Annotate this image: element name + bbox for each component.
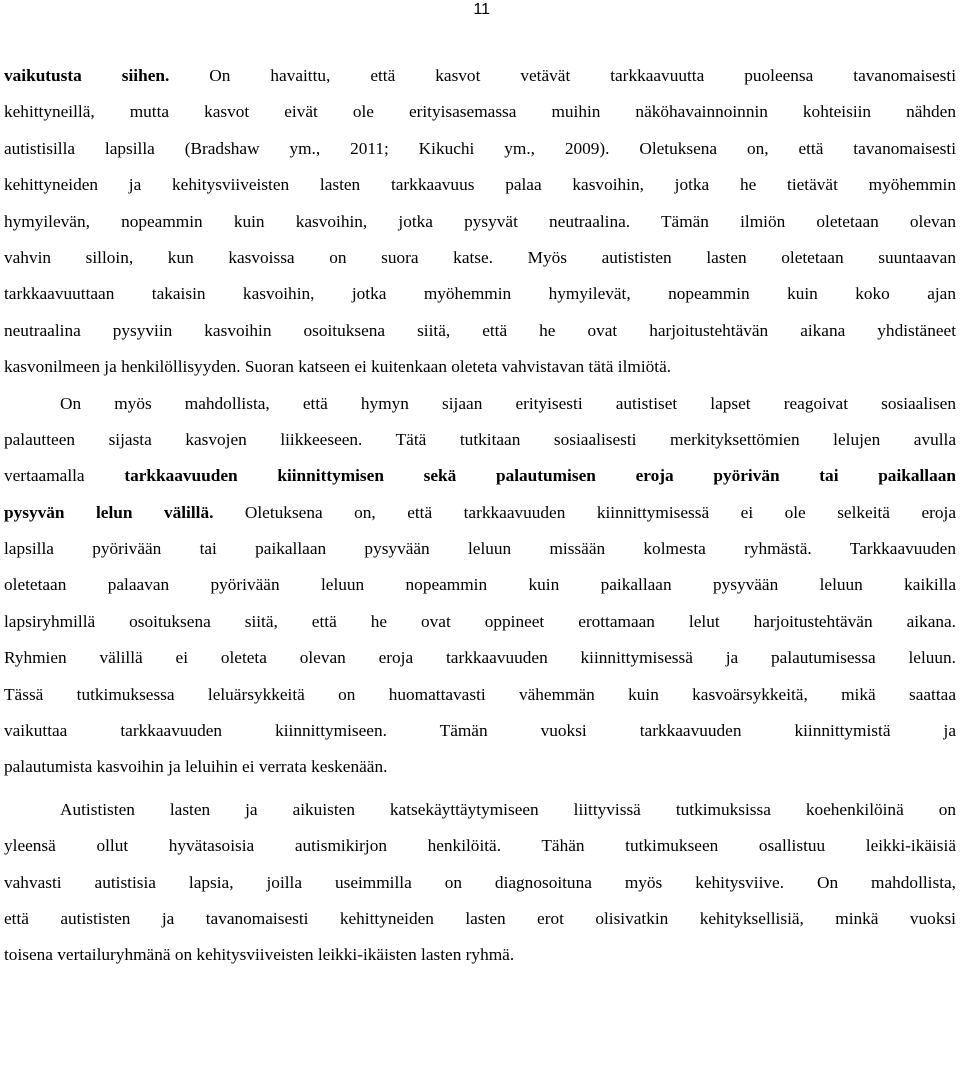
text-line — [4, 792, 956, 828]
paragraph — [4, 58, 956, 386]
text-segment: palautteen sijasta kasvojen liikkeeseen. Tätä tutkitaan sosiaalisesti merkityksettömien lelujen avulla — [4, 429, 956, 449]
text-segment: yleensä ollut hyvätasoisia autismikirjon henkilöitä. Tähän tutkimukseen osallistuu leikki-ikäisiä — [4, 836, 956, 856]
text-line — [4, 386, 956, 422]
text-line — [4, 313, 956, 349]
text-segment: hymyilevän, nopeammin kuin kasvoihin, jotka pysyvät neutraalina. Tämän ilmiön oletetaan olevan — [4, 211, 956, 231]
text-segment: neutraalina pysyviin kasvoihin osoituksena siitä, että he ovat harjoitustehtävän aikana yhdistäneet — [4, 320, 956, 340]
text-line — [4, 640, 956, 676]
text-segment: vaikuttaa tarkkaavuuden kiinnittymiseen. Tämän vuoksi tarkkaavuuden kiinnittymistä ja — [4, 721, 956, 741]
text-line — [4, 677, 956, 713]
text-segment: Ryhmien välillä ei oleteta olevan eroja tarkkaavuuden kiinnittymisessä ja palautumisessa leluun. — [4, 648, 956, 668]
text-line — [4, 94, 956, 130]
text-segment: vahvasti autistisia lapsia, joilla useimmilla on diagnosoituna myös kehitysviive. On mahdollista, — [4, 872, 956, 892]
text-segment: toisena vertailuryhmänä on kehitysviiveisten leikki-ikäisten lasten ryhmä. — [4, 945, 515, 965]
text-line — [4, 937, 956, 973]
paragraph — [4, 386, 956, 786]
text-segment: kehittyneiden ja kehitysviiveisten lasten tarkkaavuus palaa kasvoihin, jotka he tietävät myöhemmin — [4, 175, 956, 195]
text-segment: kehittyneillä, mutta kasvot eivät ole erityisasemassa muihin näköhavainnoinnin kohteisiin nähden — [4, 102, 956, 122]
text-line — [4, 204, 956, 240]
text-line — [4, 901, 956, 937]
text-line — [4, 131, 956, 167]
document-body — [4, 58, 956, 974]
text-segment: On havaittu, että kasvot vetävät tarkkaavuutta puoleensa tavanomaisesti — [169, 66, 956, 85]
text-line — [4, 865, 956, 901]
text-line — [4, 749, 956, 785]
text-line — [4, 240, 956, 276]
text-segment: vahvin silloin, kun kasvoissa on suora katse. Myös autististen lasten oletetaan suuntaavan — [4, 247, 956, 267]
text-segment: Autististen lasten ja aikuisten katsekäyttäytymiseen liittyvissä tutkimuksissa koehenkilöinä on — [60, 799, 956, 819]
text-line — [4, 349, 956, 385]
text-segment: vertaamalla — [4, 466, 125, 486]
text-line — [4, 713, 956, 749]
text-line — [4, 828, 956, 864]
text-segment: tarkkaavuuttaan takaisin kasvoihin, jotka myöhemmin hymyilevät, nopeammin kuin koko ajan — [4, 284, 956, 304]
bold-text: tarkkaavuuden kiinnittymisen sekä palautumisen eroja pyörivän tai paikallaan — [124, 466, 956, 486]
text-line — [4, 422, 956, 458]
text-segment: että autististen ja tavanomaisesti kehittyneiden lasten erot olisivatkin kehityksellisiä, minkä vuoksi — [4, 908, 956, 928]
text-segment: oletetaan palaavan pyörivään leluun nopeammin kuin paikallaan pysyvään leluun kaikilla — [4, 575, 956, 595]
text-line — [4, 458, 956, 494]
page-number: 11 — [473, 1, 490, 18]
text-segment: Oletuksena on, että tarkkaavuuden kiinnittymisessä ei ole selkeitä eroja — [213, 502, 956, 522]
text-segment: lapsilla pyörivään tai paikallaan pysyvään leluun missään kolmesta ryhmästä. Tarkkaavuuden — [4, 539, 956, 559]
text-segment: On myös mahdollista, että hymyn sijaan erityisesti autistiset lapset reagoivat sosiaalisen — [60, 393, 956, 413]
text-segment: Tässä tutkimuksessa leluärsykkeitä on huomattavasti vähemmän kuin kasvoärsykkeitä, mikä saattaa — [4, 684, 956, 704]
text-line — [4, 167, 956, 203]
text-line — [4, 567, 956, 603]
text-line — [4, 531, 956, 567]
text-segment: lapsiryhmillä osoituksena siitä, että he ovat oppineet erottamaan lelut harjoitustehtävän aikana. — [4, 611, 956, 631]
text-line — [4, 276, 956, 312]
bold-text: vaikutusta siihen. — [4, 66, 170, 85]
text-line — [4, 58, 956, 94]
text-line — [4, 604, 956, 640]
text-segment: autistisilla lapsilla (Bradshaw ym., 2011; Kikuchi ym., 2009). Oletuksena on, että tavanomaisesti — [4, 138, 956, 158]
text-segment: palautumista kasvoihin ja leluihin ei verrata keskenään. — [4, 757, 388, 777]
bold-text: pysyvän lelun välillä. — [4, 502, 214, 522]
paragraph — [4, 792, 956, 974]
text-segment: kasvonilmeen ja henkilöllisyyden. Suoran katseen ei kuitenkaan oleteta vahvistavan tätä ilmiötä. — [4, 357, 672, 377]
text-line — [4, 495, 956, 531]
